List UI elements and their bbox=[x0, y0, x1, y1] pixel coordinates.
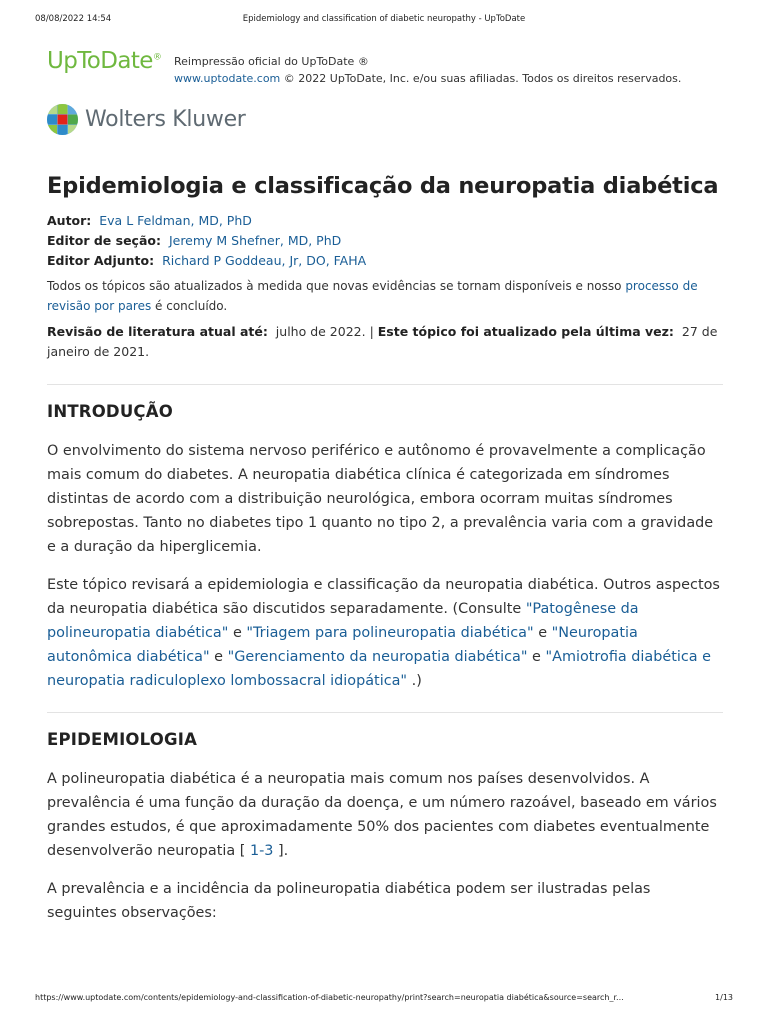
page-title: Epidemiologia e classificação da neuropatia diabética bbox=[47, 173, 719, 199]
conjunction: e bbox=[214, 649, 223, 665]
deputy-editor-link[interactable]: Richard P Goddeau, Jr, DO, FAHA bbox=[162, 253, 367, 268]
divider bbox=[47, 712, 723, 713]
section-heading-intro: INTRODUÇÃO bbox=[47, 402, 173, 421]
uptodate-logo-text: UpToDate bbox=[47, 48, 153, 74]
article-credits bbox=[47, 211, 723, 271]
last-updated-value: 27 de janeiro de 2021. bbox=[47, 324, 718, 359]
lit-review-label: Revisão de literatura atual até: bbox=[47, 324, 268, 339]
reprint-notice bbox=[174, 53, 734, 87]
update-note-end: é concluído. bbox=[151, 299, 228, 313]
copyright-text: © 2022 UpToDate, Inc. e/ou suas afiliadas. Todos os direitos reservados. bbox=[283, 72, 682, 85]
last-updated-label: Este tópico foi atualizado pela última vez: bbox=[377, 324, 674, 339]
conjunction: e bbox=[532, 649, 541, 665]
reference-link[interactable]: 1-3 bbox=[249, 843, 274, 859]
reprint-line: Reimpressão oficial do UpToDate ® bbox=[174, 55, 369, 68]
divider bbox=[47, 384, 723, 385]
lit-review-value: julho de 2022. bbox=[275, 324, 366, 339]
update-note bbox=[47, 276, 723, 316]
wolters-kluwer-globe-icon bbox=[47, 104, 78, 135]
link-management[interactable]: "Gerenciamento da neuropatia diabética" bbox=[227, 649, 528, 665]
section-editor-link[interactable]: Jeremy M Shefner, MD, PhD bbox=[168, 233, 342, 248]
registered-mark-icon: ® bbox=[152, 52, 162, 63]
author-link[interactable]: Eva L Feldman, MD, PhD bbox=[99, 213, 252, 228]
conjunction: e bbox=[232, 625, 242, 641]
print-datetime: 08/08/2022 14:54 bbox=[35, 14, 112, 24]
intro-p2-end: .) bbox=[411, 673, 422, 689]
link-screening[interactable]: "Triagem para polineuropatia diabética" bbox=[246, 625, 534, 641]
print-url: https://www.uptodate.com/contents/epidemiology-and-classification-of-diabetic-neuropathy/print?search=neuropatia diabética&source=search_r... bbox=[35, 993, 624, 1002]
conjunction: e bbox=[538, 625, 548, 641]
print-footer bbox=[35, 993, 733, 1005]
credit-row-deputy-editor bbox=[47, 251, 723, 271]
epi-p1-text: A polineuropatia diabética é a neuropatia mais comum nos países desenvolvidos. A prevalência é uma função da duração da doença, e um número razoável, baseado em vários grandes estudos, é que aproximadamente 50% dos pacientes com diabetes eventualmente desenvolverão neuropatia [ bbox=[47, 771, 717, 859]
credit-row-author bbox=[47, 211, 723, 231]
intro-paragraph-1: O envolvimento do sistema nervoso periférico e autônomo é provavelmente a complicação mais comum do diabetes. A neuropatia diabética clínica é categorizada em síndromes distintas de acordo com a distribuição neurológica, embora ocorram muitas síndromes sobrepostas. Tanto no diabetes tipo 1 quanto no tipo 2, a prevalência varia com a gravidade e a duração da hiperglicemia. bbox=[47, 443, 714, 555]
link-amyotrophy[interactable]: "Amiotrofia diabética e neuropatia radiculoplexo lombossacral idiopática" bbox=[47, 649, 712, 689]
epi-paragraph-2: A prevalência e a incidência da polineuropatia diabética podem ser ilustradas pelas seguintes observações: bbox=[47, 881, 651, 921]
link-pathogenesis[interactable]: "Patogênese da polineuropatia diabética" bbox=[47, 601, 639, 641]
literature-review-info: Revisão de literatura atual até: julho de 2022. | Este tópico foi atualizado pela última vez: 27 de janeiro de 2021. bbox=[47, 324, 718, 359]
update-note-text: Todos os tópicos são atualizados à medida que novas evidências se tornam disponíveis e nosso bbox=[47, 279, 626, 293]
print-header bbox=[35, 14, 733, 28]
link-autonomic[interactable]: "Neuropatia autonômica diabética" bbox=[47, 625, 638, 665]
epi-p1-end: ]. bbox=[273, 843, 289, 859]
intro-paragraph-2 bbox=[47, 573, 723, 693]
print-doc-title: Epidemiology and classification of diabetic neuropathy - UpToDate bbox=[242, 14, 526, 24]
uptodate-site-link[interactable]: www.uptodate.com bbox=[174, 72, 281, 85]
credit-row-section-editor bbox=[47, 231, 723, 251]
credit-label: Editor Adjunto: bbox=[47, 253, 155, 268]
section-heading-epidemiology: EPIDEMIOLOGIA bbox=[47, 730, 198, 749]
article bbox=[47, 168, 723, 925]
peer-review-link[interactable]: processo de revisão por pares bbox=[47, 279, 698, 313]
epi-paragraph-1 bbox=[47, 767, 723, 863]
credit-label: Editor de seção: bbox=[47, 233, 161, 248]
intro-p2-text: Este tópico revisará a epidemiologia e classificação da neuropatia diabética. Outros aspectos da neuropatia diabética são discutidos separadamente. (Consulte bbox=[47, 577, 720, 617]
page-number: 1/13 bbox=[715, 993, 733, 1002]
credit-label: Autor: bbox=[47, 213, 92, 228]
wolters-kluwer-wordmark: Wolters Kluwer bbox=[85, 107, 246, 132]
copyright-line bbox=[174, 70, 734, 87]
